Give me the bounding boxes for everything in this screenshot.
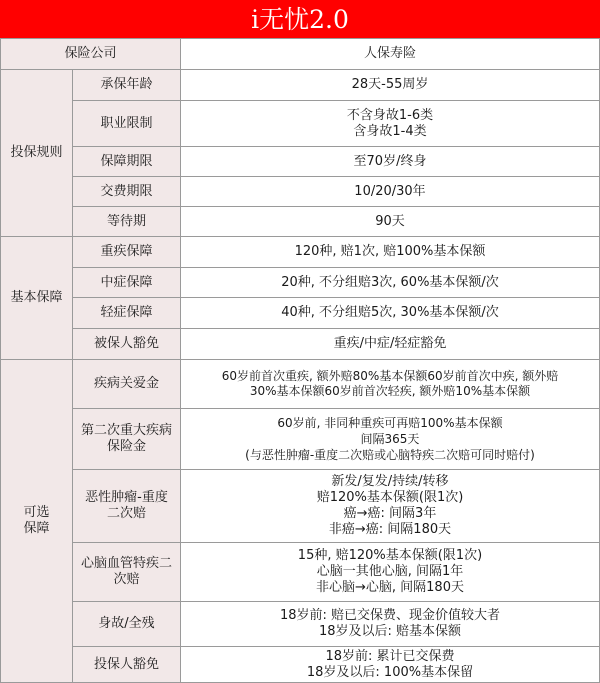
row-value: 28天-55周岁	[181, 70, 600, 101]
row-label: 轻症保障	[73, 298, 181, 329]
row-label: 被保人豁免	[73, 329, 181, 360]
row-value: 40种, 不分组赔5次, 30%基本保额/次	[181, 298, 600, 329]
row-label: 中症保障	[73, 268, 181, 298]
row-label: 疾病关爱金	[73, 360, 181, 409]
row-value: 新发/复发/持续/转移 赔120%基本保额(限1次) 癌→癌: 间隔3年 非癌→癌: 间隔180天	[181, 470, 600, 543]
row-label: 交费期限	[73, 177, 181, 207]
row-label: 身故/全残	[73, 602, 181, 647]
table-title: i无忧2.0	[0, 0, 600, 39]
company-label: 保险公司	[0, 39, 181, 70]
row-value: 不含身故1-6类 含身故1-4类	[181, 101, 600, 147]
row-value: 20种, 不分组赔3次, 60%基本保额/次	[181, 268, 600, 298]
row-value: 18岁前: 赔已交保费、现金价值较大者 18岁及以后: 赔基本保额	[181, 602, 600, 647]
row-label: 等待期	[73, 207, 181, 237]
group-basic: 基本保障	[0, 237, 73, 360]
row-value: 90天	[181, 207, 600, 237]
row-label: 恶性肿瘤-重度 二次赔	[73, 470, 181, 543]
row-label: 第二次重大疾病 保险金	[73, 409, 181, 470]
row-value: 15种, 赔120%基本保额(限1次) 心脑一其他心脑, 间隔1年 非心脑→心脑, 间隔180天	[181, 543, 600, 602]
group-optional: 可选 保障	[0, 360, 73, 683]
row-value: 60岁前, 非同种重疾可再赔100%基本保额 间隔365天 (与恶性肿瘤-重度二次赔或心脑特疾二次赔可同时赔付)	[181, 409, 600, 470]
group-rules: 投保规则	[0, 70, 73, 237]
row-label: 心脑血管特疾二 次赔	[73, 543, 181, 602]
row-value: 10/20/30年	[181, 177, 600, 207]
row-label: 投保人豁免	[73, 647, 181, 683]
row-value: 60岁前首次重疾, 额外赔80%基本保额60岁前首次中疾, 额外赔 30%基本保额60岁前首次轻疾, 额外赔10%基本保额	[181, 360, 600, 409]
row-label: 职业限制	[73, 101, 181, 147]
row-value: 18岁前: 累计已交保费 18岁及以后: 100%基本保留	[181, 647, 600, 683]
row-value: 重疾/中症/轻症豁免	[181, 329, 600, 360]
row-label: 承保年龄	[73, 70, 181, 101]
company-value: 人保寿险	[181, 39, 600, 70]
row-value: 至70岁/终身	[181, 147, 600, 177]
row-value: 120种, 赔1次, 赔100%基本保额	[181, 237, 600, 268]
row-label: 保障期限	[73, 147, 181, 177]
row-label: 重疾保障	[73, 237, 181, 268]
